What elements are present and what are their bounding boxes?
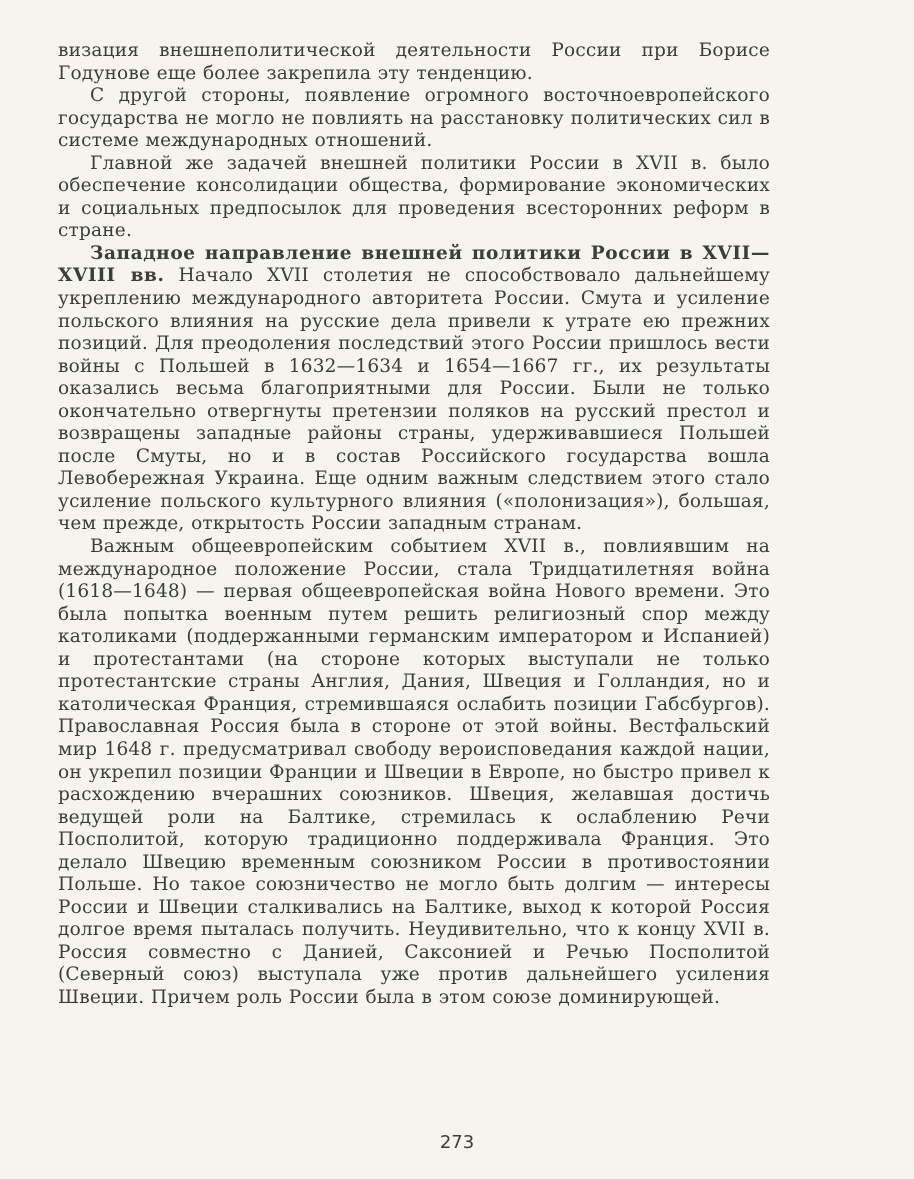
paragraph — [58, 536, 770, 1009]
section-paragraph — [58, 243, 770, 536]
paragraph-text: Важным общеевропейским событием XVII в., повлиявшим на международное положение России, стала Тридцатилетняя война (1618—1648) — первая общеевропейская война Нового времени. Это была попытка военным путем решить религиозный спор между католиками (поддержанными германским императором и Испанией) и протестантами (на стороне которых выступали не только протестантские страны Англия, Дания, Швеция и Голландия, но и католическая Франция, стремившаяся ослабить позиции Габсбургов). Православная Россия была в стороне от этой войны. Вестфальский мир 1648 г. предусматривал свободу вероисповедания каждой нации, он укрепил позиции Франции и Швеции в Европе, но быстро привел к расхождению вчерашних союзников. Швеция, желавшая достичь ведущей роли на Балтике, стремилась к ослаблению Речи Посполитой, которую традиционно поддерживала Франция. Это делало Швецию временным союзником России в противостоянии Польше. Но такое союзничество не могло быть долгим — интересы России и Швеции сталкивались на Балтике, выход к которой Россия долгое время пыталась получить. Неудивительно, что к концу XVII в. Россия совместно с Данией, Саксонией и Речью Посполитой (Северный союз) выступала уже против дальнейшего усиления Швеции. Причем роль России была в этом союзе доминирующей. — [58, 536, 770, 1008]
paragraph — [58, 85, 770, 153]
paragraph-text: визация внешнеполитической деятельности России при Борисе Годунове еще более закрепила эту тенденцию. — [58, 40, 770, 84]
paragraph-text: С другой стороны, появление огромного восточноевропейского государства не могло не повлиять на расстановку политических сил в системе международных отношений. — [58, 85, 770, 152]
paragraph-text: Главной же задачей внешней политики России в XVII в. было обеспечение консолидации общества, формирование экономических и социальных предпосылок для проведения всесторонних реформ в стране. — [58, 152, 770, 242]
paragraph-text: Начало XVII столетия не способствовало дальнейшему укреплению международного авторитета России. Смута и усиление польского влияния на русские дела привели к утрате ею прежних позиций. Для преодоления последствий этого России пришлось вести войны с Польшей в 1632—1634 и 1654—1667 гг., их результаты оказались весьма благоприятными для России. Были не только окончательно отвергнуты претензии поляков на русский престол и возвращены западные районы страны, удерживавшиеся Польшей после Смуты, но и в состав Российского государства вошла Левобережная Украина. Еще одним важным следствием этого стало усиление польского культурного влияния («полонизация»), большая, чем прежде, открытость России западным странам. — [58, 265, 770, 535]
page-number: 273 — [439, 1132, 475, 1153]
paragraph-continued — [58, 40, 770, 85]
section-heading-inline: Западное направление внешней политики России в XVII—XVIII вв. — [58, 242, 770, 287]
body-text — [58, 40, 770, 1010]
paragraph — [58, 153, 770, 243]
